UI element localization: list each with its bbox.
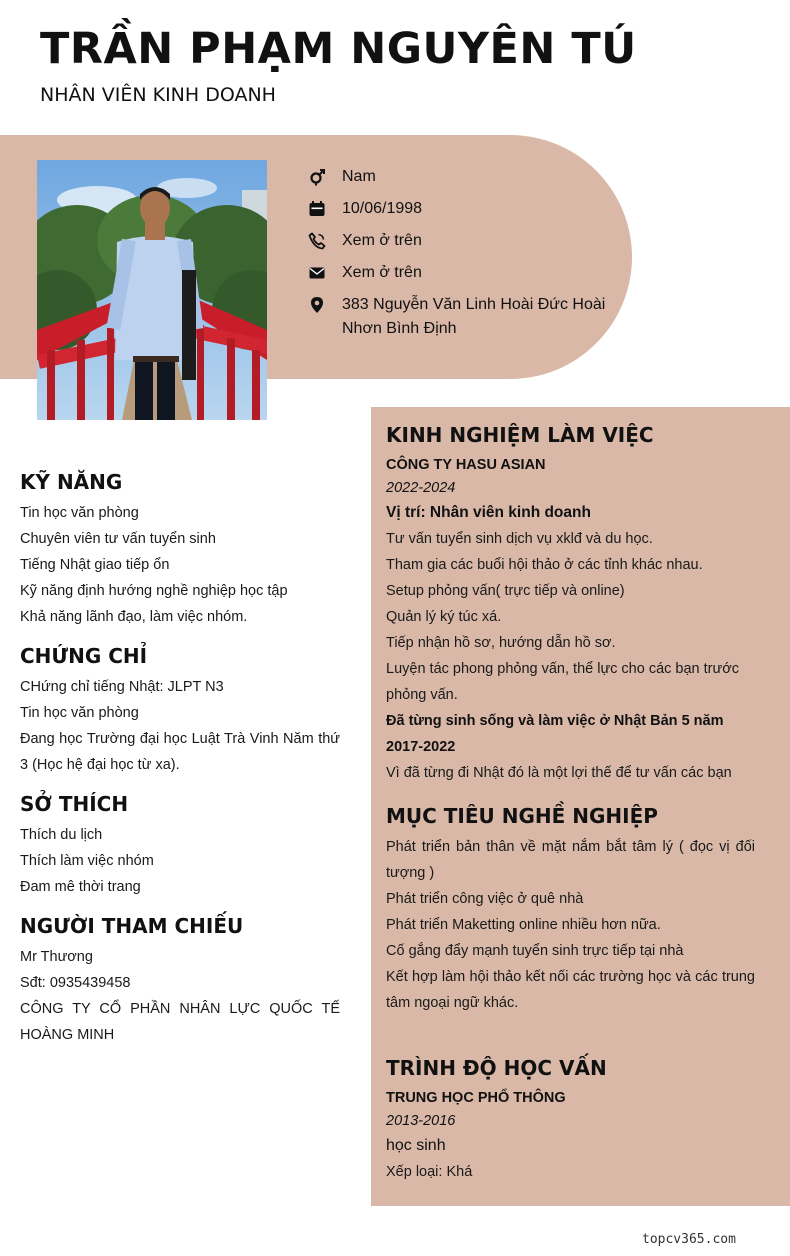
list-item: CHứng chỉ tiếng Nhật: JLPT N3 (20, 679, 224, 695)
list-item: Đang học Trường đại học Luật Trà Vinh Năm thứ 3 (Học hệ đại học từ xa). (20, 731, 340, 773)
list-item: Phát triển công việc ở quê nhà (386, 891, 584, 907)
list-item: Tiếp nhận hồ sơ, hướng dẫn hồ sơ. (386, 635, 616, 651)
contact-phone (308, 229, 628, 253)
list-item: CÔNG TY CỔ PHẦN NHÂN LỰC QUỐC TẾ HOÀNG MINH (20, 1001, 340, 1043)
list-item: Quản lý ký túc xá. (386, 609, 502, 625)
list-item: Phát triển bản thân về mặt nắm bắt tâm lý ( đọc vị đối tượng ) (386, 839, 755, 881)
references-section (20, 914, 340, 1048)
certificates-section (20, 644, 340, 778)
certificates-heading: CHỨNG CHỈ (20, 644, 148, 668)
list-item: Tiếng Nhật giao tiếp ổn (20, 557, 170, 573)
contact-email-text: Xem ở trên (342, 264, 422, 281)
experience-heading: KINH NGHIỆM LÀM VIỆC (386, 423, 654, 447)
contact-address (308, 293, 628, 341)
education-degree: học sinh (386, 1137, 446, 1154)
contact-info (308, 165, 628, 349)
footer-watermark: topcv365.com (642, 1232, 736, 1247)
experience-position: Vị trí: Nhân viên kinh doanh (386, 504, 591, 521)
references-heading: NGƯỜI THAM CHIẾU (20, 914, 244, 938)
experience-company: CÔNG TY HASU ASIAN (386, 457, 546, 473)
contact-phone-text: Xem ở trên (342, 232, 422, 249)
contact-gender (308, 165, 628, 189)
contact-address-text: 383 Nguyễn Văn Linh Hoài Đức Hoài Nhơn Bình Định (342, 296, 606, 337)
hobbies-section (20, 792, 340, 900)
education-grade: Xếp loại: Khá (386, 1164, 473, 1180)
calendar-icon (308, 197, 342, 221)
list-item: Phát triển Maketting online nhiều hơn nữa. (386, 917, 661, 933)
skills-section (20, 470, 340, 630)
hobbies-heading: SỞ THÍCH (20, 792, 129, 816)
list-item: Cố gắng đẩy mạnh tuyển sinh trực tiếp tại nhà (386, 943, 684, 959)
list-item: Kỹ năng định hướng nghề nghiệp học tập (20, 583, 288, 599)
candidate-name: TRẦN PHẠM NGUYÊN TÚ (40, 24, 637, 74)
right-column (371, 407, 790, 1206)
contact-gender-text: Nam (342, 168, 376, 185)
experience-period: 2022-2024 (386, 480, 456, 496)
list-item: Khả năng lãnh đạo, làm việc nhóm. (20, 609, 248, 625)
list-item: Tư vấn tuyển sinh dịch vụ xklđ và du học. (386, 531, 653, 547)
list-item: Kết hợp làm hội thảo kết nối các trường học và các trung tâm ngoại ngữ khác. (386, 969, 755, 1011)
education-section (386, 1056, 755, 1185)
list-item: Tham gia các buổi hội thảo ở các tỉnh khác nhau. (386, 557, 703, 573)
education-school: TRUNG HỌC PHỔ THÔNG (386, 1090, 566, 1106)
objective-section (386, 804, 755, 1016)
education-period: 2013-2016 (386, 1113, 456, 1129)
phone-icon (308, 229, 342, 253)
contact-birthday-text: 10/06/1998 (342, 200, 423, 217)
profile-photo (37, 160, 267, 420)
list-item: Thích du lịch (20, 827, 103, 843)
list-item: Tin học văn phòng (20, 505, 139, 521)
list-item: Sđt: 0935439458 (20, 975, 131, 991)
list-item: Thích làm việc nhóm (20, 853, 154, 869)
experience-highlight: Đã từng sinh sống và làm việc ở Nhật Bản 5 năm 2017-2022 (386, 713, 724, 755)
left-column (20, 470, 340, 1062)
experience-note: Vì đã từng đi Nhật đó là một lợi thế để tư vấn các bạn (386, 765, 732, 781)
contact-email (308, 261, 628, 285)
contact-birthday (308, 197, 628, 221)
list-item: Luyện tác phong phỏng vấn, thể lực cho các bạn trước phỏng vấn. (386, 661, 739, 703)
list-item: Tin học văn phòng (20, 705, 139, 721)
list-item: Setup phỏng vấn( trực tiếp và online) (386, 583, 625, 599)
envelope-icon (308, 261, 342, 285)
job-title: NHÂN VIÊN KINH DOANH (40, 84, 276, 106)
list-item: Chuyên viên tư vấn tuyển sinh (20, 531, 216, 547)
location-pin-icon (308, 293, 342, 317)
objective-heading: MỤC TIÊU NGHỀ NGHIỆP (386, 804, 658, 828)
list-item: Đam mê thời trang (20, 879, 141, 895)
experience-section (386, 423, 755, 786)
education-heading: TRÌNH ĐỘ HỌC VẤN (386, 1056, 607, 1080)
list-item: Mr Thương (20, 949, 93, 965)
gender-icon (308, 165, 342, 189)
skills-heading: KỸ NĂNG (20, 470, 123, 494)
